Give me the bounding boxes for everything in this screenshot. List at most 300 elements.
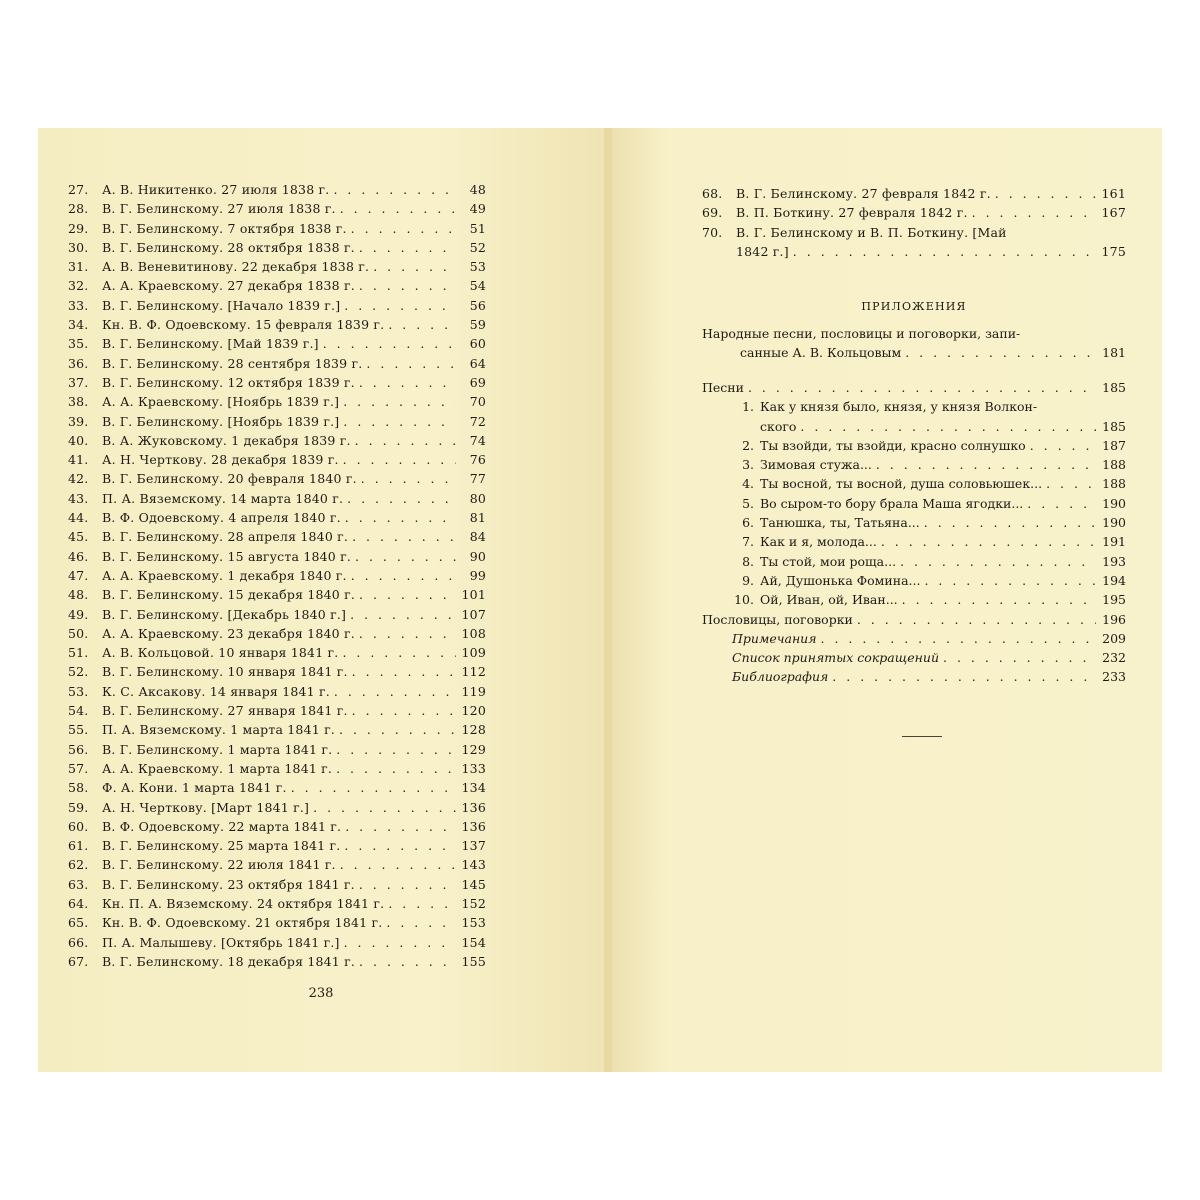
toc-entry <box>68 238 486 257</box>
entry-title: П. А. Вяземскому. 1 марта 1841 г. <box>102 722 335 738</box>
entry-title: Кн. В. Ф. Одоевскому. 15 февраля 1839 г. <box>102 317 385 333</box>
entry-number: 47. <box>68 567 89 583</box>
song-title-cont: ского <box>760 418 797 434</box>
left-page <box>38 128 604 1072</box>
toc-entry <box>68 875 486 894</box>
tail-title: Библиография <box>732 669 829 685</box>
leader-dots <box>345 508 456 527</box>
entry-page: 69 <box>469 374 486 390</box>
entry-title: А. А. Краевскому. 23 декабря 1840 г. <box>102 625 355 641</box>
entry-page: 49 <box>469 201 486 217</box>
leader-dots <box>313 798 456 817</box>
entry-number: 36. <box>68 355 89 371</box>
song-number: 7. <box>742 534 754 550</box>
entry-title: Ф. А. Кони. 1 марта 1841 г. <box>102 780 287 796</box>
song-title: Ты стой, мои роща... <box>760 553 897 569</box>
toc-entry <box>68 817 486 836</box>
entry-page: 175 <box>1101 243 1126 259</box>
entry-number: 34. <box>68 317 89 333</box>
entry-page: 90 <box>469 548 486 564</box>
proverbs-row: Пословицы, поговорки . . . 196 <box>702 610 1126 629</box>
song-entry <box>702 397 1126 416</box>
toc-entry <box>68 682 486 701</box>
leader-dots <box>344 836 456 855</box>
entry-page: 101 <box>461 587 486 603</box>
entry-page: 154 <box>461 934 486 950</box>
toc-left-column <box>68 180 486 971</box>
entry-number: 60. <box>68 818 89 834</box>
songs-heading-row: Песни . . . 185 <box>702 378 1126 397</box>
leader-dots <box>291 778 456 797</box>
toc-entry <box>68 373 486 392</box>
toc-entry <box>68 894 486 913</box>
entry-title: А. А. Краевскому. [Ноябрь 1839 г.] <box>102 394 340 410</box>
entry-title: А. В. Веневитинову. 22 декабря 1838 г. <box>102 259 370 275</box>
leader-dots <box>800 417 1096 436</box>
entry-page: 134 <box>461 780 486 796</box>
song-entry <box>702 532 1126 551</box>
toc-entry <box>68 605 486 624</box>
song-number: 4. <box>742 476 754 492</box>
toc-entry <box>68 180 486 199</box>
tail-title: Примечания <box>732 630 817 646</box>
folk-entry <box>702 324 1126 363</box>
leader-dots <box>359 373 456 392</box>
song-page: 188 <box>1102 457 1126 473</box>
entry-number: 35. <box>68 336 89 352</box>
entry-page: 107 <box>461 606 486 622</box>
toc-entry <box>68 527 486 546</box>
song-number: 3. <box>742 457 754 473</box>
song-page: 188 <box>1102 476 1126 492</box>
leader-dots <box>339 720 456 739</box>
toc-entry <box>68 431 486 450</box>
entry-title: А. Н. Черткову. 28 декабря 1839 г. <box>102 452 339 468</box>
leader-dots <box>902 590 1096 609</box>
toc-entry <box>68 334 486 353</box>
entry-page: 51 <box>469 220 486 236</box>
song-page: 193 <box>1102 553 1126 569</box>
entry-title: В. Г. Белинскому и В. П. Боткину. [Май <box>736 224 1007 240</box>
song-title: Ай, Душонька Фомина... <box>760 572 921 588</box>
entry-title: В. Г. Белинскому. 27 июля 1838 г. <box>102 201 336 217</box>
leader-dots <box>342 643 456 662</box>
entry-title: В. А. Жуковскому. 1 декабря 1839 г. <box>102 432 351 448</box>
entry-number: 64. <box>68 895 89 911</box>
leader-dots <box>972 203 1096 222</box>
entry-title: В. Г. Белинскому. [Ноябрь 1839 г.] <box>102 413 340 429</box>
entry-number: 39. <box>68 413 89 429</box>
entry-title: Кн. П. А. Вяземскому. 24 октября 1841 г. <box>102 895 385 911</box>
leader-dots <box>359 952 456 971</box>
leader-dots <box>336 740 456 759</box>
entry-number: 38. <box>68 394 89 410</box>
song-entry <box>702 455 1126 474</box>
entry-title: В. Г. Белинскому. 22 июля 1841 г. <box>102 857 336 873</box>
entry-number: 67. <box>68 953 89 969</box>
entry-number: 46. <box>68 548 89 564</box>
tail-list <box>702 629 1126 687</box>
toc-entry <box>68 276 486 295</box>
leader-dots <box>340 855 456 874</box>
toc-entry <box>68 219 486 238</box>
song-number: 9. <box>742 572 754 588</box>
song-entry <box>702 513 1126 532</box>
entry-page: 99 <box>469 567 486 583</box>
toc-entry <box>68 624 486 643</box>
tail-entry <box>702 667 1126 686</box>
entry-page: 59 <box>469 317 486 333</box>
leader-dots <box>344 933 456 952</box>
tail-page: 209 <box>1102 630 1126 646</box>
entry-page: 129 <box>461 741 486 757</box>
entry-title: В. Г. Белинскому. 12 октября 1839 г. <box>102 374 355 390</box>
song-number: 5. <box>742 495 754 511</box>
song-entry <box>702 494 1126 513</box>
book-gutter <box>604 128 612 1072</box>
entry-title: В. Г. Белинскому. 10 января 1841 г. <box>102 664 348 680</box>
entry-number: 70. <box>702 224 723 240</box>
entry-title: В. Г. Белинскому. 27 февраля 1842 г. <box>736 186 991 201</box>
entry-page: 112 <box>461 664 486 680</box>
leader-dots <box>352 662 456 681</box>
toc-entry <box>68 489 486 508</box>
leader-dots <box>359 624 456 643</box>
toc-entry <box>68 778 486 797</box>
toc-entry <box>68 354 486 373</box>
song-number: 10. <box>734 592 754 608</box>
leader-dots <box>361 469 456 488</box>
entry-page: 133 <box>461 760 486 776</box>
song-page: 194 <box>1102 572 1126 588</box>
entry-number: 61. <box>68 838 89 854</box>
leader-dots <box>352 701 456 720</box>
entry-title: П. А. Вяземскому. 14 марта 1840 г. <box>102 490 344 506</box>
book-spread <box>38 128 1162 1072</box>
entry-page: 72 <box>469 413 486 429</box>
tail-page: 233 <box>1102 669 1126 685</box>
entry-title: В. Г. Белинскому. 27 января 1841 г. <box>102 703 348 719</box>
song-page: 195 <box>1102 592 1126 608</box>
entry-number: 52. <box>68 664 89 680</box>
toc-entry <box>68 469 486 488</box>
entry-title: В. Г. Белинскому. [Май 1839 г.] <box>102 336 319 352</box>
song-number: 8. <box>742 553 754 569</box>
entry-title: А. В. Кольцовой. 10 января 1841 г. <box>102 645 339 661</box>
entry-number: 37. <box>68 374 89 390</box>
entry-page: 167 <box>1101 205 1126 221</box>
tail-page: 232 <box>1102 650 1126 666</box>
song-entry <box>702 436 1126 455</box>
song-title: Ты взойди, ты взойди, красно солнушко <box>760 437 1026 453</box>
entry-number: 66. <box>68 934 89 950</box>
song-number: 2. <box>742 437 754 453</box>
toc-entry <box>68 315 486 334</box>
entry-number: 32. <box>68 278 89 294</box>
entry-title: А. В. Никитенко. 27 июля 1838 г. <box>102 182 330 197</box>
leader-dots <box>343 412 456 431</box>
entry-title: В. Г. Белинскому. 25 марта 1841 г. <box>102 838 341 854</box>
leader-dots <box>359 585 456 604</box>
song-title: Зимовая стужа... <box>760 457 872 473</box>
entry-number: 49. <box>68 606 89 622</box>
entry-page: 77 <box>469 471 486 487</box>
entry-page: 53 <box>469 259 486 275</box>
entry-title: В. Ф. Одоевскому. 22 марта 1841 г. <box>102 818 342 834</box>
song-entry <box>702 474 1126 493</box>
entry-page: 145 <box>461 876 486 892</box>
toc-entry <box>68 720 486 739</box>
leader-dots <box>350 605 456 624</box>
entry-title: В. Ф. Одоевскому. 4 апреля 1840 г. <box>102 510 341 526</box>
entry-number: 55. <box>68 722 89 738</box>
entry-title: В. Г. Белинскому. 18 декабря 1841 г. <box>102 953 356 969</box>
leader-dots <box>1027 494 1096 513</box>
leader-dots <box>334 682 456 701</box>
ornament-rule <box>902 736 942 738</box>
toc-entry <box>68 701 486 720</box>
folk-line-1: Народные песни, пословицы и поговорки, запи- <box>702 326 1021 341</box>
song-title: Во сыром-то бору брала Маша ягодки... <box>760 495 1024 511</box>
entry-page: 60 <box>469 336 486 352</box>
leader-dots <box>347 489 456 508</box>
entry-number: 27. <box>68 182 89 197</box>
entry-title: П. А. Малышеву. [Октябрь 1841 г.] <box>102 934 340 950</box>
entry-title: А. А. Краевскому. 1 марта 1841 г. <box>102 760 333 776</box>
leader-dots <box>832 667 1096 686</box>
entry-title: В. Г. Белинскому. 20 февраля 1840 г. <box>102 471 357 487</box>
toc-entry <box>68 740 486 759</box>
entry-number: 44. <box>68 510 89 526</box>
song-entry <box>702 590 1126 609</box>
toc-entry <box>68 199 486 218</box>
song-page: 191 <box>1102 534 1126 550</box>
songs-list <box>702 397 1126 609</box>
entry-page: 64 <box>469 355 486 371</box>
entry-title: В. Г. Белинскому. 28 сентября 1839 г. <box>102 355 363 371</box>
folk-line-2: санные А. В. Кольцовым . . . 181 <box>702 343 1126 362</box>
toc-entry <box>68 450 486 469</box>
song-entry-continuation <box>702 417 1126 436</box>
leader-dots <box>343 450 456 469</box>
leader-dots <box>924 571 1096 590</box>
entry-number: 42. <box>68 471 89 487</box>
entry-title: В. П. Боткину. 27 февраля 1842 г. <box>736 205 968 221</box>
page-number: 238 <box>308 986 334 1001</box>
song-page: 187 <box>1102 437 1126 453</box>
entry-title: А. А. Краевскому. 1 декабря 1840 г. <box>102 567 347 583</box>
entry-page: 153 <box>461 915 486 931</box>
entry-number: 50. <box>68 625 89 641</box>
entry-page: 81 <box>469 510 486 526</box>
entry-page: 70 <box>469 394 486 410</box>
leader-dots <box>340 199 456 218</box>
entry-title: Кн. В. Ф. Одоевскому. 21 октября 1841 г. <box>102 915 383 931</box>
song-title: Ты восной, ты восной, душа соловьюшек... <box>760 476 1043 492</box>
entry-number: 41. <box>68 452 89 468</box>
toc-entry <box>68 508 486 527</box>
song-title: Как и я, молода... <box>760 534 877 550</box>
leader-dots <box>359 238 456 257</box>
entry-title: В. Г. Белинскому. [Начало 1839 г.] <box>102 297 341 313</box>
entry-title: В. Г. Белинскому. 28 апреля 1840 г. <box>102 529 349 545</box>
leader-dots <box>323 334 456 353</box>
leader-dots <box>336 759 456 778</box>
leader-dots <box>359 276 456 295</box>
entry-number: 63. <box>68 876 89 892</box>
toc-entry <box>68 952 486 971</box>
entry-page: 84 <box>469 529 486 545</box>
toc-entry <box>68 643 486 662</box>
entry-number: 59. <box>68 799 89 815</box>
leader-dots <box>793 242 1096 261</box>
entry-page: 119 <box>461 683 486 699</box>
leader-dots <box>388 894 456 913</box>
leader-dots <box>366 354 456 373</box>
entry-number: 48. <box>68 587 89 603</box>
entry-page: 54 <box>469 278 486 294</box>
entry-number: 54. <box>68 703 89 719</box>
songs-section <box>702 378 1126 687</box>
entry-number: 29. <box>68 220 89 236</box>
entry-page: 80 <box>469 490 486 506</box>
entry-number: 30. <box>68 239 89 255</box>
entry-number: 51. <box>68 645 89 661</box>
tail-title: Список принятых сокращений <box>732 650 939 666</box>
entry-page: 52 <box>469 239 486 255</box>
song-number: 6. <box>742 515 754 531</box>
entry-title: А. А. Краевскому. 27 декабря 1838 г. <box>102 278 355 294</box>
song-title: Ой, Иван, ой, Иван... <box>760 592 898 608</box>
leader-dots <box>351 219 456 238</box>
leader-dots <box>352 527 456 546</box>
entry-number: 65. <box>68 915 89 931</box>
song-page: 185 <box>1102 418 1126 434</box>
entry-page: 108 <box>461 625 486 641</box>
leader-dots <box>386 913 456 932</box>
entry-title: А. Н. Черткову. [Март 1841 г.] <box>102 799 310 815</box>
entry-title-cont: 1842 г.] <box>736 243 789 259</box>
entry-page: 136 <box>461 799 486 815</box>
entry-number: 58. <box>68 780 89 796</box>
entry-page: 76 <box>469 452 486 468</box>
toc-entry <box>68 412 486 431</box>
entry-number: 28. <box>68 201 89 217</box>
leader-dots <box>821 629 1096 648</box>
entry-page: 48 <box>469 182 486 197</box>
entry-page: 74 <box>469 432 486 448</box>
leader-dots <box>388 315 456 334</box>
appendix-heading: ПРИЛОЖЕНИЯ <box>861 300 967 313</box>
entry-number: 68. <box>702 186 723 201</box>
entry-title: В. Г. Белинскому. [Декабрь 1840 г.] <box>102 606 347 622</box>
leader-dots <box>351 566 456 585</box>
right-page <box>612 128 1162 1072</box>
toc-entry <box>68 257 486 276</box>
leader-dots <box>995 184 1096 203</box>
toc-entry <box>702 223 1126 242</box>
toc-entry <box>702 203 1126 222</box>
entry-title: В. Г. Белинскому. 15 августа 1840 г. <box>102 548 352 564</box>
leader-dots <box>359 875 456 894</box>
entry-number: 53. <box>68 683 89 699</box>
tail-entry <box>702 648 1126 667</box>
entry-page: 161 <box>1101 186 1126 201</box>
toc-entry-continuation <box>702 242 1126 261</box>
toc-entry <box>702 184 1126 203</box>
entry-number: 43. <box>68 490 89 506</box>
entry-page: 152 <box>461 895 486 911</box>
leader-dots <box>355 431 456 450</box>
entry-number: 62. <box>68 857 89 873</box>
toc-entry <box>68 296 486 315</box>
song-entry <box>702 552 1126 571</box>
leader-dots <box>924 513 1096 532</box>
toc-entry <box>68 798 486 817</box>
leader-dots <box>900 552 1096 571</box>
toc-entry <box>68 662 486 681</box>
entry-title: В. Г. Белинскому. 23 октября 1841 г. <box>102 876 355 892</box>
song-title: Как у князя было, князя, у князя Волкон- <box>760 399 1038 415</box>
toc-right-column <box>702 184 1126 261</box>
entry-number: 57. <box>68 760 89 776</box>
toc-entry <box>68 933 486 952</box>
leader-dots <box>881 532 1096 551</box>
song-number: 1. <box>742 399 754 415</box>
entry-title: В. Г. Белинскому. 15 декабря 1840 г. <box>102 587 356 603</box>
entry-number: 33. <box>68 297 89 313</box>
entry-page: 137 <box>461 838 486 854</box>
entry-title: В. Г. Белинскому. 1 марта 1841 г. <box>102 741 333 757</box>
toc-entry <box>68 913 486 932</box>
leader-dots <box>344 296 456 315</box>
leader-dots <box>1030 436 1096 455</box>
song-title: Танюшка, ты, Татьяна... <box>760 515 920 531</box>
entry-title: В. Г. Белинскому. 7 октября 1838 г. <box>102 220 347 236</box>
leader-dots <box>1046 474 1096 493</box>
entry-title: В. Г. Белинскому. 28 октября 1838 г. <box>102 239 355 255</box>
leader-dots <box>943 648 1096 667</box>
toc-entry <box>68 566 486 585</box>
toc-entry <box>68 855 486 874</box>
leader-dots <box>373 257 456 276</box>
leader-dots <box>333 180 456 199</box>
entry-page: 143 <box>461 857 486 873</box>
entry-number: 56. <box>68 741 89 757</box>
leader-dots <box>876 455 1096 474</box>
entry-page: 136 <box>461 818 486 834</box>
tail-entry <box>702 629 1126 648</box>
song-page: 190 <box>1102 515 1126 531</box>
toc-entry <box>68 547 486 566</box>
entry-page: 128 <box>461 722 486 738</box>
entry-number: 69. <box>702 205 723 221</box>
toc-entry <box>68 759 486 778</box>
entry-number: 40. <box>68 432 89 448</box>
entry-page: 155 <box>461 953 486 969</box>
leader-dots <box>343 392 456 411</box>
leader-dots <box>345 817 456 836</box>
song-entry <box>702 571 1126 590</box>
leader-dots <box>355 547 456 566</box>
entry-number: 31. <box>68 259 89 275</box>
toc-entry <box>68 392 486 411</box>
toc-entry <box>68 585 486 604</box>
entry-number: 45. <box>68 529 89 545</box>
toc-entry <box>68 836 486 855</box>
song-page: 190 <box>1102 495 1126 511</box>
entry-page: 56 <box>469 297 486 313</box>
